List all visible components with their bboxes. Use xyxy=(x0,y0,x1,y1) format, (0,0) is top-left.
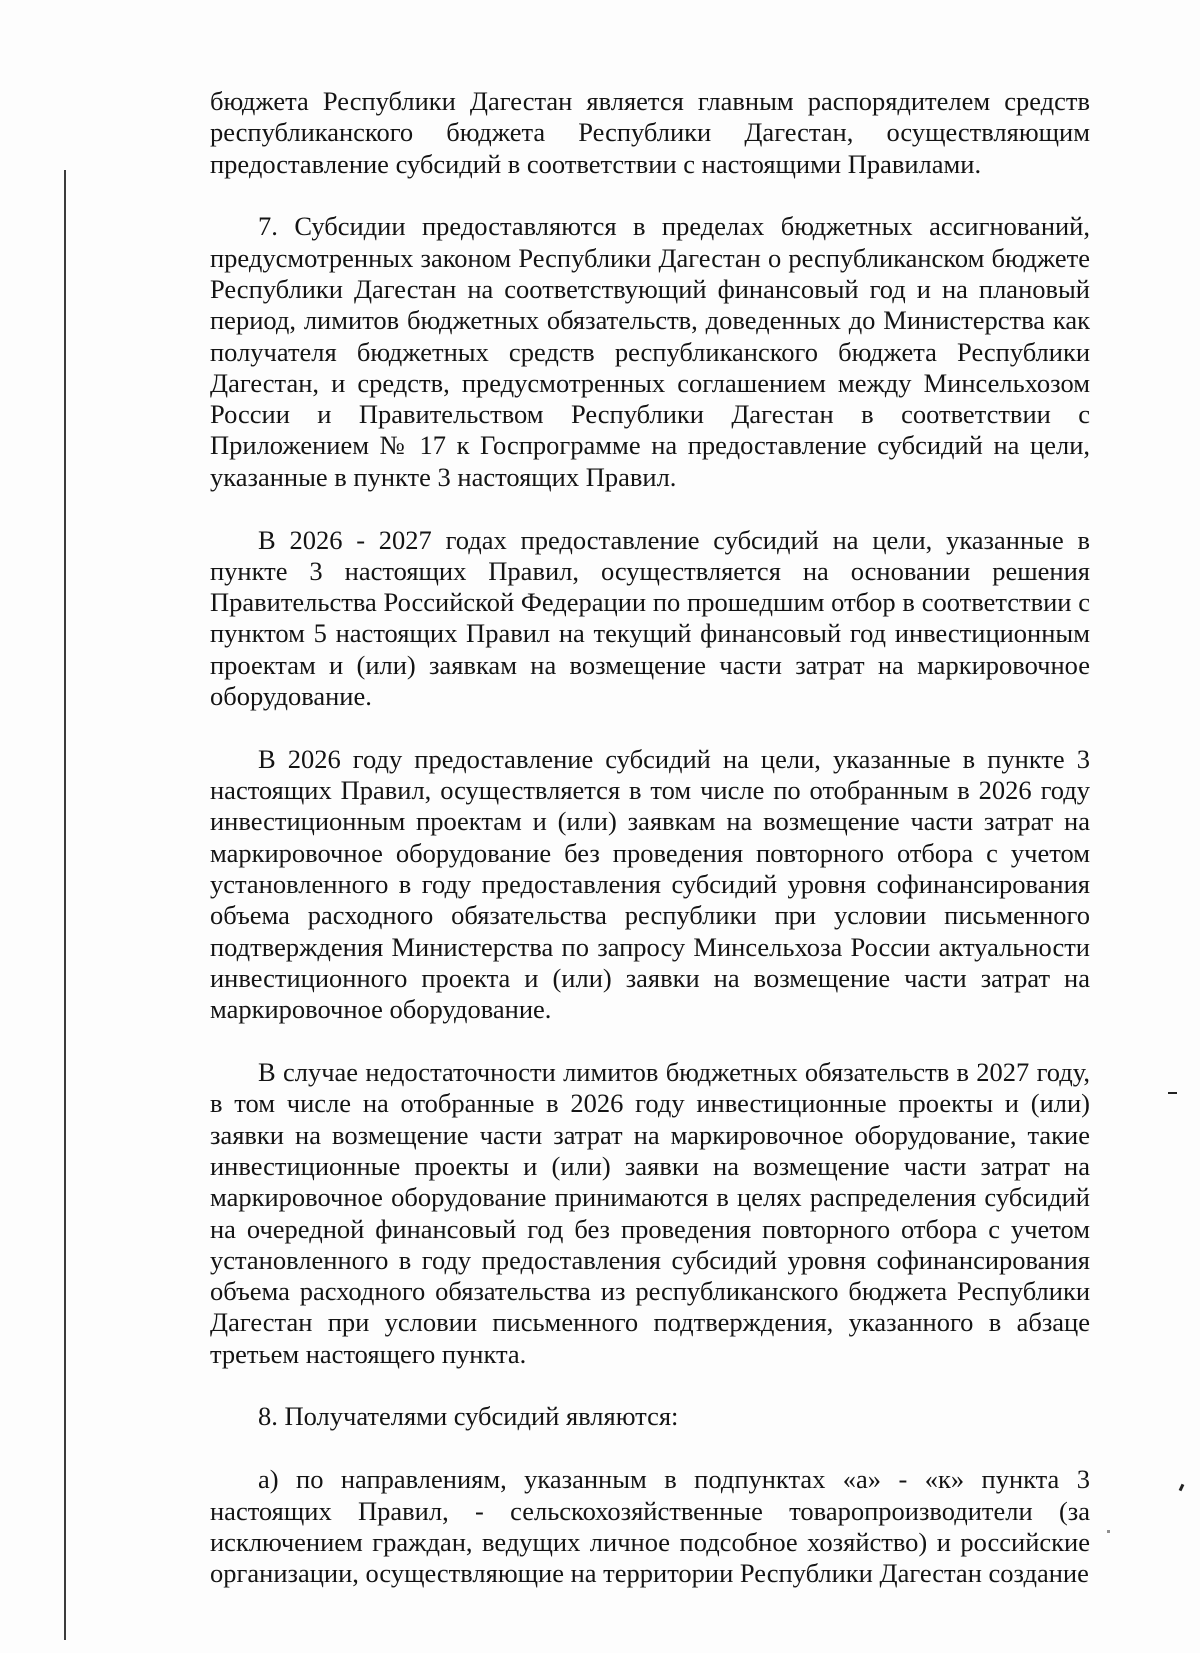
paragraph-subitem-a: а) по направлениям, указанным в подпунктах «а» - «к» пункта 3 настоящих Правил, - сельскохозяйственные товаропроизводители (за исключением граждан, ведущих личное подсобное хозяйство) и российские организации, осуществляющие на территории Республики Дагестан создание xyxy=(210,1464,1090,1589)
scan-speck xyxy=(1107,1530,1110,1533)
paragraph-2026: В 2026 году предоставление субсидий на цели, указанные в пункте 3 настоящих Правил, осуществляется в том числе по отобранным в 2026 году инвестиционным проектам и (или) заявкам на возмещение части затрат на маркировочное оборудование без проведения повторного отбора с учетом установленного в году предоставления субсидий уровня софинансирования объема расходного обязательства республики при условии письменного подтверждения Министерства по запросу Минсельхоза России актуальности инвестиционного проекта и (или) заявки на возмещение части затрат на маркировочное оборудование. xyxy=(210,743,1090,1025)
scan-speck xyxy=(1168,1092,1177,1094)
paragraph-item-8: 8. Получателями субсидий являются: xyxy=(258,1401,679,1432)
paragraph-insufficient-limits: В случае недостаточности лимитов бюджетных обязательств в 2027 году, в том числе на отобранные в 2026 году инвестиционные проекты и (или) заявки на возмещение части затрат на маркировочное оборудование, такие инвестиционные проекты и (или) заявки на возмещение части затрат на маркировочное оборудование принимаются в целях распределения субсидий на очередной финансовый год без проведения повторного отбора с учетом установленного в году предоставления субсидий уровня софинансирования объема расходного обязательства из республиканского бюджета Республики Дагестан при условии письменного подтверждения, указанного в абзаце третьем настоящего пункта. xyxy=(210,1057,1090,1369)
document-body xyxy=(210,86,1090,1589)
paragraph-continuation: бюджета Республики Дагестан является главным распорядителем средств республиканского бюджета Республики Дагестан, осуществляющим предоставление субсидий в соответствии с настоящими Правилами. xyxy=(210,86,1090,179)
paragraph-item-7: 7. Субсидии предоставляются в пределах бюджетных ассигнований, предусмотренных законом Республики Дагестан о республиканском бюджете Республики Дагестан на соответствующий финансовый год и на плановый период, лимитов бюджетных обязательств, доведенных до Министерства как получателя бюджетных средств республиканского бюджета Республики Дагестан, и средств, предусмотренных соглашением между Минсельхозом России и Правительством Республики Дагестан в соответствии с Приложением № 17 к Госпрограмме на предоставление субсидий на цели, указанные в пункте 3 настоящих Правил. xyxy=(210,211,1090,492)
paragraph-2026-2027: В 2026 - 2027 годах предоставление субсидий на цели, указанные в пункте 3 настоящих Правил, осуществляется на основании решения Правительства Российской Федерации по прошедшим отбор в соответствии с пунктом 5 настоящих Правил на текущий финансовый год инвестиционным проектам и (или) заявкам на возмещение части затрат на маркировочное оборудование. xyxy=(210,524,1090,712)
scan-edge-line xyxy=(64,170,66,1640)
scan-speck xyxy=(1179,1484,1185,1492)
